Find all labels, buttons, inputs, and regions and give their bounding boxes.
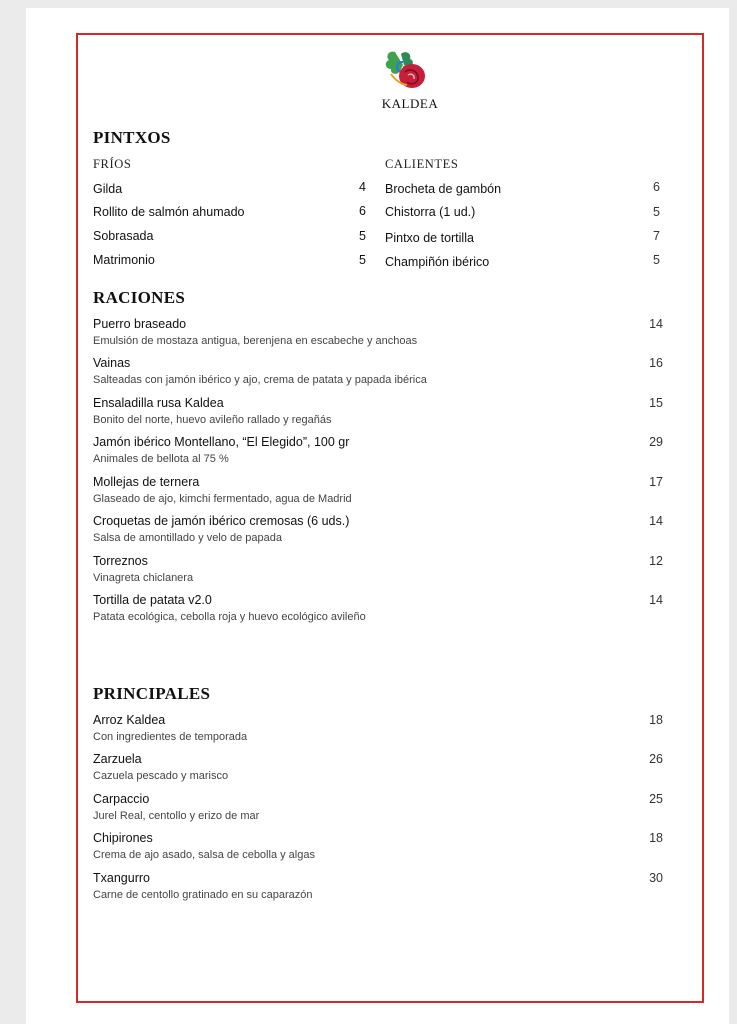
dish-description: Carne de centollo gratinado en su caparazón — [93, 889, 313, 901]
calientes-item-price: 7 — [653, 229, 660, 243]
frios-item-price: 5 — [359, 253, 366, 267]
dish-name: Jamón ibérico Montellano, “El Elegido”, 100 gr — [93, 435, 350, 449]
dish-item — [93, 356, 653, 388]
dish-price: 15 — [649, 396, 663, 410]
dish-name: Croquetas de jamón ibérico cremosas (6 uds.) — [93, 514, 350, 528]
subtitle-calientes: CALIENTES — [385, 157, 459, 171]
dish-description: Salteadas con jamón ibérico y ajo, crema de patata y papada ibérica — [93, 374, 427, 386]
dish-description: Glaseado de ajo, kimchi fermentado, agua de Madrid — [93, 493, 352, 505]
dish-description: Bonito del norte, huevo avileño rallado y regañás — [93, 414, 332, 426]
calientes-item-name: Champiñón ibérico — [385, 255, 490, 269]
dish-price: 12 — [649, 554, 663, 568]
dish-item — [93, 514, 653, 546]
dish-item — [93, 317, 653, 349]
dish-item — [93, 554, 653, 586]
dish-name: Ensaladilla rusa Kaldea — [93, 396, 224, 410]
dish-description: Salsa de amontillado y velo de papada — [93, 532, 282, 544]
kaldea-logo-icon — [381, 48, 431, 92]
dish-name: Mollejas de ternera — [93, 475, 200, 489]
section-title-pintxos: PINTXOS — [93, 128, 171, 147]
dish-name: Zarzuela — [93, 752, 142, 766]
dish-price: 26 — [649, 752, 663, 766]
dish-price: 18 — [649, 713, 663, 727]
dish-item — [93, 435, 653, 467]
frios-item-name: Gilda — [93, 182, 123, 196]
frios-item-name: Sobrasada — [93, 229, 154, 243]
menu-frame — [76, 33, 704, 1003]
dish-description: Con ingredientes de temporada — [93, 731, 248, 743]
dish-name: Arroz Kaldea — [93, 713, 166, 727]
calientes-item-price: 5 — [653, 205, 660, 219]
dish-name: Carpaccio — [93, 792, 150, 806]
dish-item — [93, 752, 653, 784]
dish-name: Puerro braseado — [93, 317, 187, 331]
dish-description: Animales de bellota al 75 % — [93, 453, 229, 465]
dish-description: Vinagreta chiclanera — [93, 572, 194, 584]
calientes-item-name: Pintxo de tortilla — [385, 231, 474, 245]
dish-name: Chipirones — [93, 831, 153, 845]
dish-name: Vainas — [93, 356, 131, 370]
calientes-item-price: 5 — [653, 253, 660, 267]
frios-item-price: 4 — [359, 180, 366, 194]
dish-item — [93, 792, 653, 824]
dish-description: Jurel Real, centollo y erizo de mar — [93, 810, 260, 822]
dish-price: 29 — [649, 435, 663, 449]
frios-item-price: 5 — [359, 229, 366, 243]
dish-item — [93, 396, 653, 428]
dish-name: Tortilla de patata v2.0 — [93, 593, 212, 607]
dish-item — [93, 593, 653, 625]
dish-price: 16 — [649, 356, 663, 370]
dish-name: Torreznos — [93, 554, 148, 568]
calientes-item-name: Brocheta de gambón — [385, 182, 502, 196]
dish-price: 14 — [649, 317, 663, 331]
calientes-item-price: 6 — [653, 180, 660, 194]
frios-item-name: Rollito de salmón ahumado — [93, 205, 245, 219]
dish-description: Crema de ajo asado, salsa de cebolla y algas — [93, 849, 315, 861]
dish-price: 14 — [649, 514, 663, 528]
dish-description: Emulsión de mostaza antigua, berenjena en escabeche y anchoas — [93, 335, 418, 347]
calientes-item-name: Chistorra (1 ud.) — [385, 205, 476, 219]
brand-name: KALDEA — [381, 96, 439, 111]
dish-price: 18 — [649, 831, 663, 845]
subtitle-frios: FRÍOS — [93, 157, 132, 171]
dish-item — [93, 831, 653, 863]
dish-price: 25 — [649, 792, 663, 806]
frios-item-name: Matrimonio — [93, 253, 155, 267]
dish-price: 14 — [649, 593, 663, 607]
dish-item — [93, 871, 653, 903]
dish-item — [93, 475, 653, 507]
dish-name: Txangurro — [93, 871, 150, 885]
section-title-raciones: RACIONES — [93, 288, 186, 307]
dish-price: 17 — [649, 475, 663, 489]
dish-price: 30 — [649, 871, 663, 885]
frios-item-price: 6 — [359, 204, 366, 218]
section-title-principales: PRINCIPALES — [93, 684, 211, 703]
dish-description: Patata ecológica, cebolla roja y huevo ecológico avileño — [93, 611, 366, 623]
dish-item — [93, 713, 653, 745]
dish-description: Cazuela pescado y marisco — [93, 770, 229, 782]
